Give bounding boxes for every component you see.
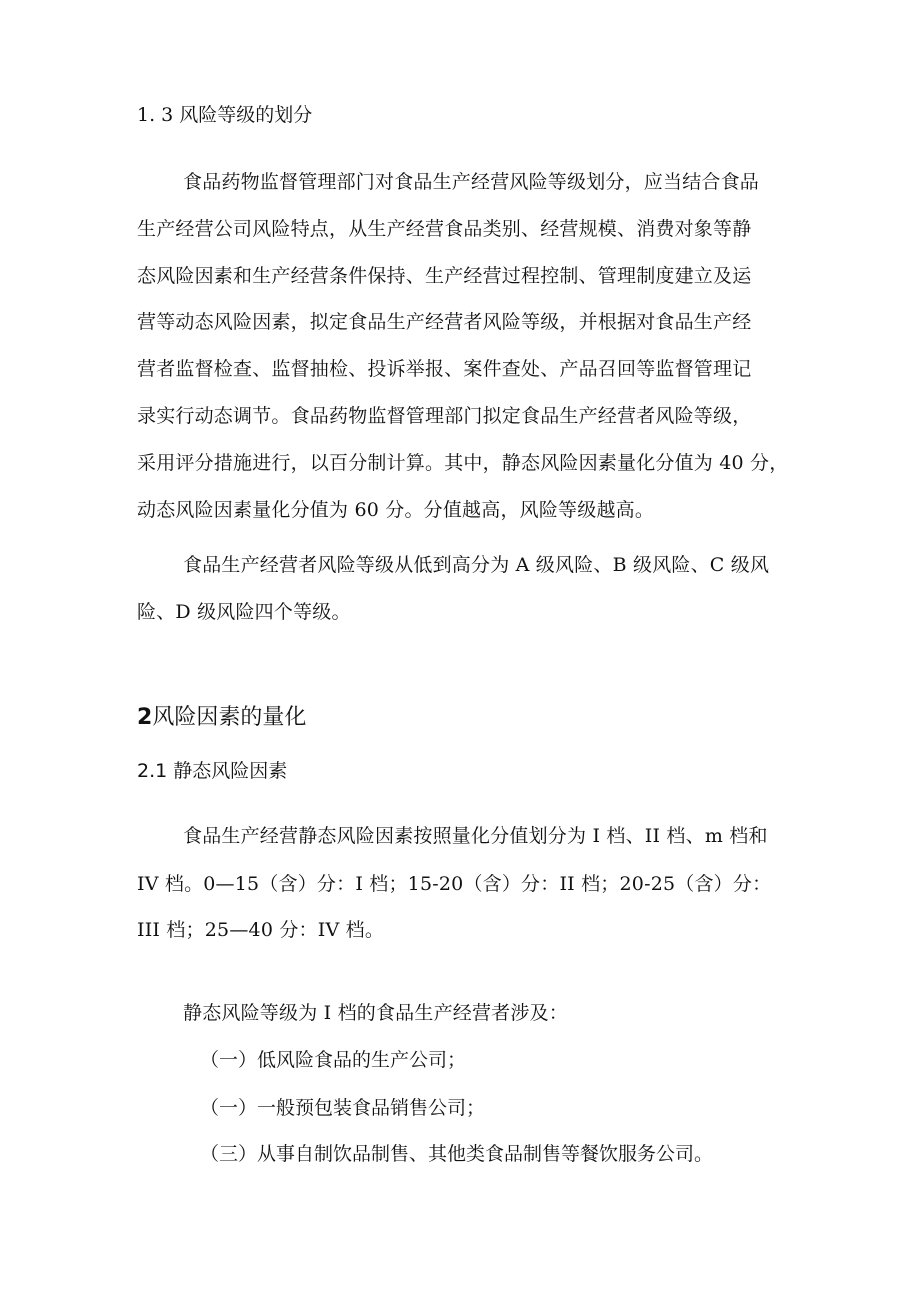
paragraph-line: 采用评分措施进行，以百分制计算。其中，静态风险因素量化分值为 40 分，: [137, 452, 789, 474]
paragraph-line: 录实行动态调节。食品药物监督管理部门拟定食品生产经营者风险等级，: [137, 405, 752, 427]
paragraph-line: 营等动态风险因素，拟定食品生产经营者风险等级，并根据对食品生产经: [137, 311, 752, 333]
section-number: 2.1: [137, 760, 168, 782]
paragraph-line: IV 档。0—15（含）分：I 档；15-20（含）分：II 档；20-25（含）分：: [137, 873, 772, 895]
list-intro: 静态风险等级为 I 档的食品生产经营者涉及：: [183, 1002, 568, 1024]
section-heading-2: [137, 703, 306, 733]
list-item: （一）低风险食品的生产公司；: [200, 1049, 467, 1071]
paragraph-line: 食品生产经营者风险等级从低到高分为 A 级风险、B 级风险、C 级风: [183, 554, 770, 576]
section-heading-1-3: 1. 3 风险等级的划分: [137, 104, 313, 126]
paragraph-line: III 档；25—40 分：IV 档。: [137, 919, 385, 941]
paragraph-line: 食品生产经营静态风险因素按照量化分值划分为 I 档、II 档、m 档和: [183, 825, 768, 847]
list-item: （一）一般预包装食品销售公司；: [200, 1097, 486, 1119]
paragraph-line: 动态风险因素量化分值为 60 分。分值越高，风险等级越高。: [137, 499, 655, 521]
list-item: （三）从事自制饮品制售、其他类食品制售等餐饮服务公司。: [200, 1143, 714, 1165]
section-title: 风险因素的量化: [152, 705, 307, 730]
paragraph-line: 态风险因素和生产经营条件保持、生产经营过程控制、管理制度建立及运: [137, 265, 752, 287]
paragraph-line: 险、D 级风险四个等级。: [137, 601, 351, 623]
paragraph-line: 生产经营公司风险特点，从生产经营食品类别、经营规模、消费对象等静: [137, 218, 752, 240]
section-title: 静态风险因素: [173, 760, 288, 782]
section-heading-2-1: [137, 757, 287, 785]
paragraph-line: 营者监督检查、监督抽检、投诉举报、案件查处、产品召回等监督管理记: [137, 358, 752, 380]
section-number: 2: [137, 705, 153, 730]
paragraph-line: 食品药物监督管理部门对食品生产经营风险等级划分，应当结合食品: [183, 171, 760, 193]
